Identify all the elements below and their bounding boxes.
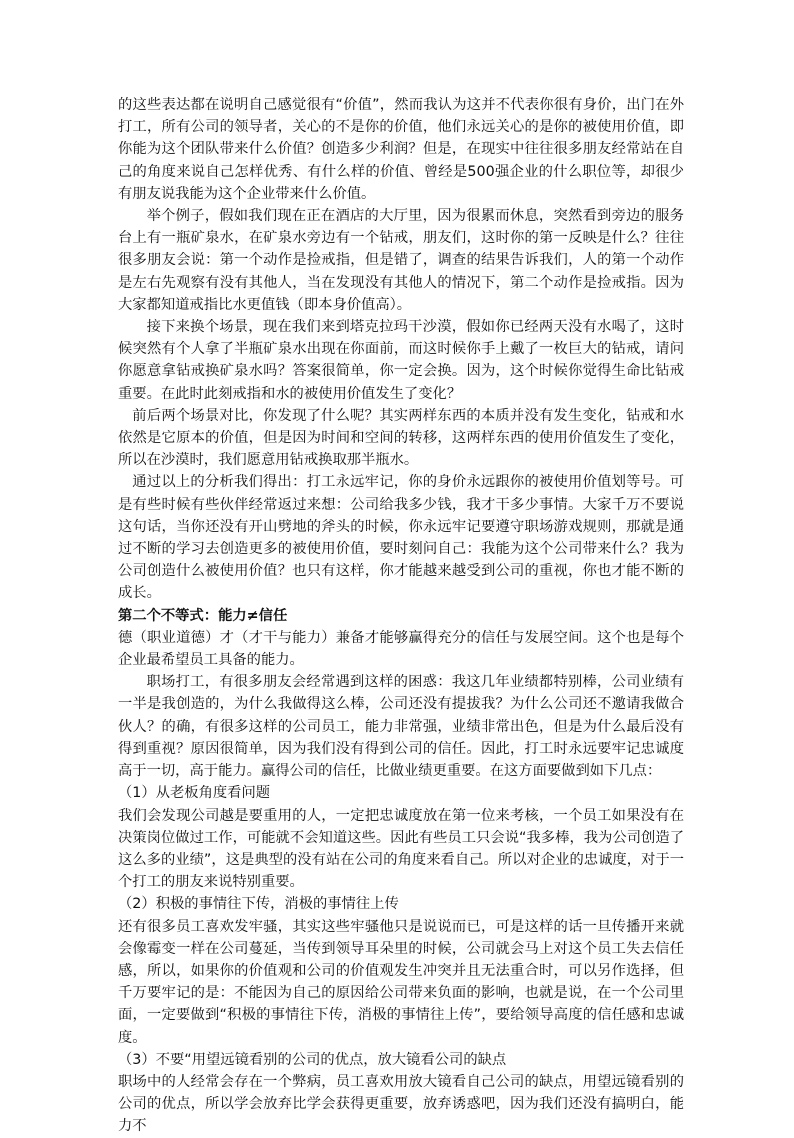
section-heading-inequality-2: 第二个不等式：能力≠信任 xyxy=(118,607,288,624)
subheading-telescope: （3）不要“用望远镜看别的公司的优点，放大镜看公司的缺点 xyxy=(118,1051,507,1068)
paragraph-loyalty: 我们会发现公司越是要重用的人，一定把忠诚度放在第一位来考核，一个员工如果没有在决策岗位做过工作，可能就不会知道这些。因此有些员工只会说“我多棒，我为公司创造了这么多的业绩”，这是典型的没有站在公司的角度来看自己。所以对企业的忠诚度，对于一个打工的朋友来说特别重要。 xyxy=(118,807,684,891)
paragraph-complaints: 还有很多员工喜欢发牢骚，其实这些牢骚他只是说说而已，可是这样的话一旦传播开来就会像霉变一样在公司蔓延，当传到领导耳朵里的时候，公司就会马上对这个员工失去信任感，所以，如果你的价值观和公司的价值观发生冲突并且无法重合时，可以另作选择，但千万要牢记的是：不能因为自己的原因给公司带来负面的影响，也就是说，在一个公司里面，一定要做到“积极的事情往下传，消极的事情往上传”，要给领导高度的信任感和忠诚度。 xyxy=(118,918,684,1046)
subheading-positive-negative: （2）积极的事情往下传，消极的事情往上传 xyxy=(118,896,399,913)
paragraph-conclusion: 通过以上的分析我们得出：打工永远牢记，你的身价永远跟你的被使用价值划等号。可是有些时候有些伙伴经常返过来想：公司给我多少钱，我才干多少事情。大家千万不要说这句话，当你还没有开山劈地的斧头的时候，你永远牢记要遵守职场游戏规则，那就是通过不断的学习去创造更多的被使用价值，要时刻问自己：我能为这个公司带来什么？我为公司创造什么被使用价值？也只有这样，你才能越来越受到公司的重视，你也才能不断的成长。 xyxy=(118,474,684,602)
subheading-boss-perspective: （1）从老板角度看问题 xyxy=(118,785,271,802)
paragraph-virtue-talent: 德（职业道德）才（才干与能力）兼备才能够赢得充分的信任与发展空间。这个也是每个企业最希望员工具备的能力。 xyxy=(118,629,684,669)
paragraph-value-intro: 的这些表达都在说明自己感觉很有“价值”，然而我认为这并不代表你很有身价，出门在外打工，所有公司的领导者，关心的不是你的价值，他们永远关心的是你的被使用价值，即你能为这个团队带来什么价值？创造多少利润？但是，在现实中往往很多朋友经常站在自己的角度来说自己怎样优秀、有什么样的价值、曾经是500强企业的什么职位等，却很少有朋友说我能为这个企业带来什么价值。 xyxy=(118,97,684,202)
paragraph-comparison: 前后两个场景对比，你发现了什么呢？其实两样东西的本质并没有发生变化，钻戒和水依然是它原本的价值，但是因为时间和空间的转移，这两样东西的使用价值发生了变化，所以在沙漠时，我们愿意用钻戒换取那半瓶水。 xyxy=(118,407,684,469)
paragraph-magnifier: 职场中的人经常会存在一个弊病，员工喜欢用放大镜看自己公司的缺点，用望远镜看别的公司的优点，所以学会放弃比学会获得更重要，放弃诱惑吧，因为我们还没有搞明白，能力不 xyxy=(118,1073,684,1135)
paragraph-hotel-example: 举个例子，假如我们现在正在酒店的大厅里，因为很累而休息，突然看到旁边的服务台上有一瓶矿泉水，在矿泉水旁边有一个钻戒，朋友们，这时你的第一反映是什么？往往很多朋友会说：第一个动作是捡戒指，但是错了，调查的结果告诉我们，人的第一个动作是左右先观察有没有其他人，当在发现没有其他人的情况下，第二个动作是捡戒指。因为大家都知道戒指比水更值钱（即本身价值高）。 xyxy=(118,208,684,313)
paragraph-trust-confusion: 职场打工，有很多朋友会经常遇到这样的困惑：我这几年业绩都特别棒，公司业绩有一半是我创造的，为什么我做得这么棒，公司还没有提拔我？为什么公司还不邀请我做合伙人？的确，有很多这样的公司员工，能力非常强，业绩非常出色，但是为什么最后没有得到重视？原因很简单，因为我们没有得到公司的信任。因此，打工时永远要牢记忠诚度高于一切，高于能力。赢得公司的信任，比做业绩更重要。在这方面要做到如下几点： xyxy=(118,674,684,780)
paragraph-desert-example: 接下来换个场景，现在我们来到塔克拉玛干沙漠，假如你已经两天没有水喝了，这时候突然有个人拿了半瓶矿泉水出现在你面前，而这时候你手上戴了一枚巨大的钻戒，请问你愿意拿钻戒换矿泉水吗？答案很简单，你一定会换。因为，这个时候你觉得生命比钻戒重要。在此时此刻戒指和水的被使用价值发生了变化？ xyxy=(118,319,684,402)
